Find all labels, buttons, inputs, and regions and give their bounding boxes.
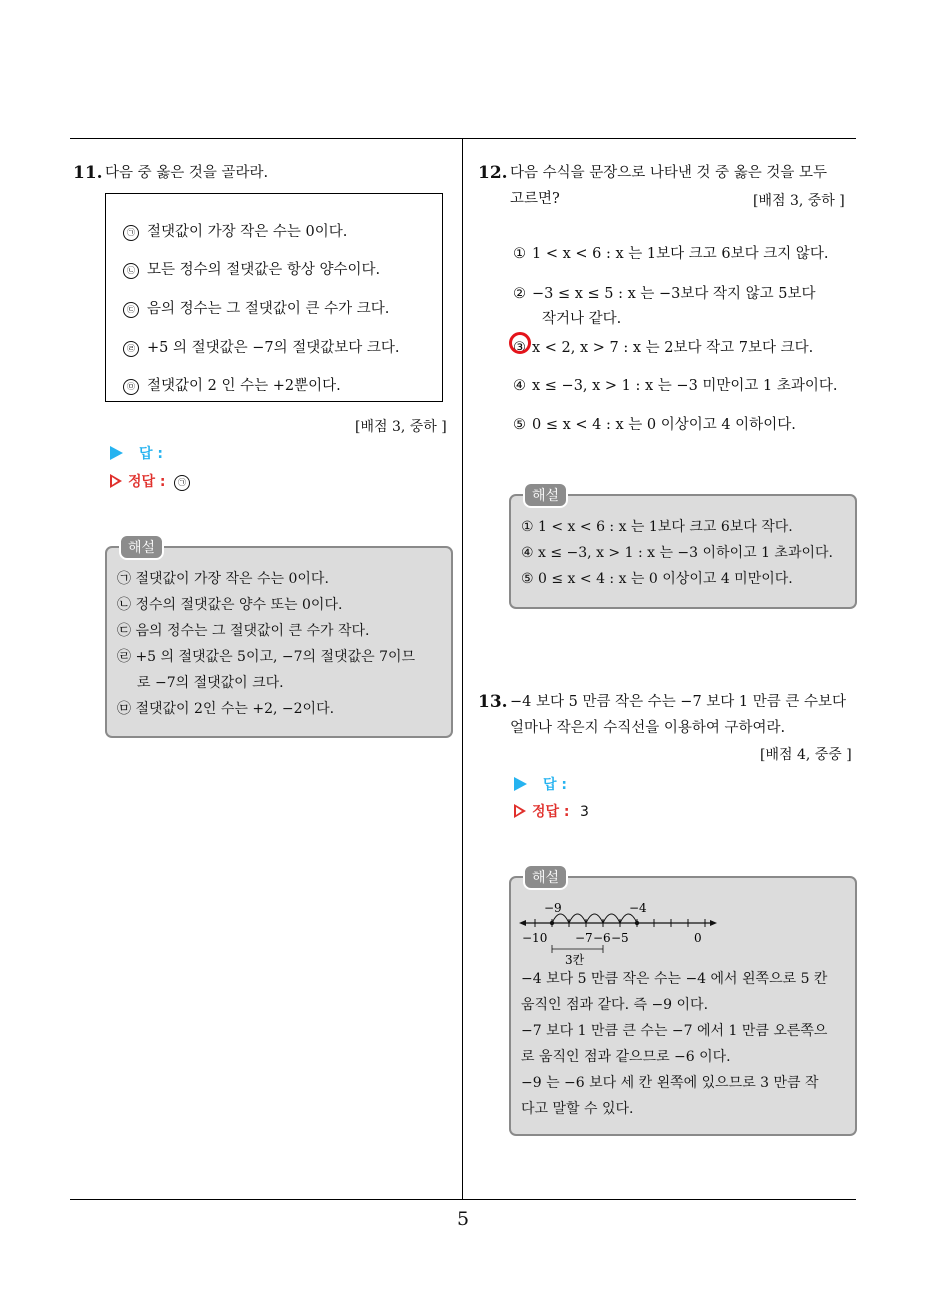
number-line-figure	[517, 896, 727, 968]
left-arrow-icon	[519, 920, 526, 926]
option-text: 1 < x < 6 : x 는 1보다 크고 6보다 크지 않다.	[532, 246, 829, 262]
hop-arcs	[552, 914, 637, 923]
top-rule	[70, 138, 856, 139]
solution-box-11	[105, 540, 453, 738]
statement-2	[123, 258, 380, 279]
solution-line: ㉡ 정수의 절댓값은 양수 또는 0이다.	[117, 597, 343, 613]
option-number: ⑤	[513, 417, 526, 433]
mark-nieun: ㉡	[123, 263, 139, 279]
mark-rieul: ㉣	[123, 341, 139, 357]
statement-box	[105, 193, 443, 402]
correct-value: 3	[579, 804, 589, 820]
point-minus-9	[550, 921, 554, 925]
tick-label-minus-5: −5	[611, 931, 629, 945]
question-13-text-line1: −4 보다 5 만큼 작은 수는 −7 보다 1 만큼 큰 수보다	[510, 694, 847, 710]
solution-box-13	[509, 870, 857, 1136]
option-number: ④	[513, 378, 526, 394]
option-text: x ≤ −3, x > 1 : x 는 −3 미만이고 1 초과이다.	[532, 378, 838, 394]
correct-row-11	[110, 471, 198, 491]
top-label-minus-4: −4	[629, 901, 647, 915]
correct-row-13	[514, 801, 589, 821]
statement-3-text: 음의 정수는 그 절댓값이 큰 수가 크다.	[147, 301, 390, 317]
solution-line: 다고 말할 수 있다.	[521, 1101, 634, 1117]
question-11-text: 다음 중 옳은 것을 골라라.	[105, 165, 269, 181]
answer-label: 답 :	[543, 777, 567, 793]
mark-mieum: ㉤	[123, 379, 139, 395]
option-number: ③	[513, 340, 526, 356]
statement-4-text: +5 의 절댓값은 −7의 절댓값보다 크다.	[147, 340, 400, 356]
question-number-11: 11.	[73, 163, 103, 183]
solution-line: ④ x ≤ −3, x > 1 : x 는 −3 이하이고 1 초과이다.	[521, 545, 833, 561]
option-number: ①	[513, 246, 526, 262]
tick-label-minus-10: −10	[522, 931, 548, 945]
point-minus-4	[635, 921, 639, 925]
mark-giyeok: ㉠	[123, 225, 139, 241]
correct-arrow-icon	[514, 804, 526, 818]
tick-label-zero: 0	[694, 931, 702, 945]
right-arrow-icon	[710, 920, 717, 926]
solution-box-12	[509, 488, 857, 609]
option-1[interactable]	[513, 242, 828, 263]
question-13-text-line2: 얼마나 작은지 수직선을 이용하여 구하여라.	[510, 720, 786, 736]
answer-row-13	[514, 774, 567, 794]
question-12-text-line2: 고르면?	[510, 191, 560, 207]
option-text: −3 ≤ x ≤ 5 : x 는 −3보다 작지 않고 5보다	[532, 286, 816, 302]
solution-line: ㉠ 절댓값이 가장 작은 수는 0이다.	[117, 571, 329, 587]
span-bracket	[552, 945, 603, 953]
tick-label-minus-6: −6	[593, 931, 611, 945]
solution-tag: 해설	[119, 534, 164, 560]
solution-tag: 해설	[523, 864, 568, 890]
correct-label: 정답 :	[128, 474, 166, 490]
solution-line: 로 −7의 절댓값이 크다.	[137, 675, 284, 691]
solution-line: 로 움직인 점과 같으므로 −6 이다.	[521, 1049, 731, 1065]
option-3[interactable]	[513, 336, 813, 357]
statement-2-text: 모든 정수의 절댓값은 항상 양수이다.	[147, 262, 381, 278]
answer-arrow-icon	[110, 446, 123, 460]
top-label-minus-9: −9	[544, 901, 562, 915]
solution-line: ① 1 < x < 6 : x 는 1보다 크고 6보다 작다.	[521, 519, 793, 535]
correct-arrow-icon	[110, 474, 122, 488]
solution-line: ㉤ 절댓값이 2인 수는 +2, −2이다.	[117, 701, 335, 717]
answer-row-11	[110, 443, 163, 463]
solution-line: −4 보다 5 만큼 작은 수는 −4 에서 왼쪽으로 5 칸	[521, 971, 828, 987]
solution-line: ⑤ 0 ≤ x < 4 : x 는 0 이상이고 4 미만이다.	[521, 571, 793, 587]
answer-label: 답 :	[139, 446, 163, 462]
solution-line: ㉢ 음의 정수는 그 절댓값이 큰 수가 작다.	[117, 623, 370, 639]
solution-line: −9 는 −6 보다 세 칸 왼쪽에 있으므로 3 만큼 작	[521, 1075, 819, 1091]
option-text: 0 ≤ x < 4 : x 는 0 이상이고 4 이하이다.	[532, 417, 796, 433]
correct-label: 정답 :	[532, 804, 570, 820]
option-text: x < 2, x > 7 : x 는 2보다 작고 7보다 크다.	[532, 340, 814, 356]
bottom-rule	[70, 1199, 856, 1200]
solution-line: −7 보다 1 만큼 큰 수는 −7 에서 1 만큼 오른쪽으	[521, 1023, 828, 1039]
answer-arrow-icon	[514, 777, 527, 791]
question-13-meta: [배점 4, 중중 ]	[760, 747, 852, 763]
question-12-meta: [배점 3, 중하 ]	[753, 193, 845, 209]
tick-label-minus-7: −7	[575, 931, 593, 945]
question-number-12: 12.	[478, 163, 508, 183]
statement-4	[123, 336, 400, 357]
solution-line: ㉣ +5 의 절댓값은 5이고, −7의 절댓값은 7이므	[117, 649, 416, 665]
statement-5-text: 절댓값이 2 인 수는 +2뿐이다.	[147, 378, 341, 394]
solution-tag: 해설	[523, 482, 568, 508]
span-label: 3칸	[565, 953, 585, 967]
selected-mark-circle	[509, 332, 531, 354]
correct-value: ㉠	[174, 475, 190, 491]
question-12-text-line1: 다음 수식을 문장으로 나타낸 것 중 옳은 것을 모두	[510, 165, 828, 181]
option-5[interactable]	[513, 413, 796, 434]
question-11-meta: [배점 3, 중하 ]	[355, 419, 447, 435]
statement-3	[123, 297, 389, 318]
option-number: ②	[513, 286, 526, 302]
statement-5	[123, 374, 341, 395]
option-2[interactable]	[513, 282, 816, 303]
statement-1-text: 절댓값이 가장 작은 수는 0이다.	[147, 224, 348, 240]
option-2-continuation: 작거나 같다.	[542, 311, 622, 327]
mark-digeut: ㉢	[123, 302, 139, 318]
statement-1	[123, 220, 347, 241]
page-number: 5	[456, 1208, 470, 1230]
option-4[interactable]	[513, 374, 838, 395]
solution-line: 움직인 점과 같다. 즉 −9 이다.	[521, 997, 709, 1013]
column-divider	[462, 138, 463, 1200]
question-number-13: 13.	[478, 692, 508, 712]
